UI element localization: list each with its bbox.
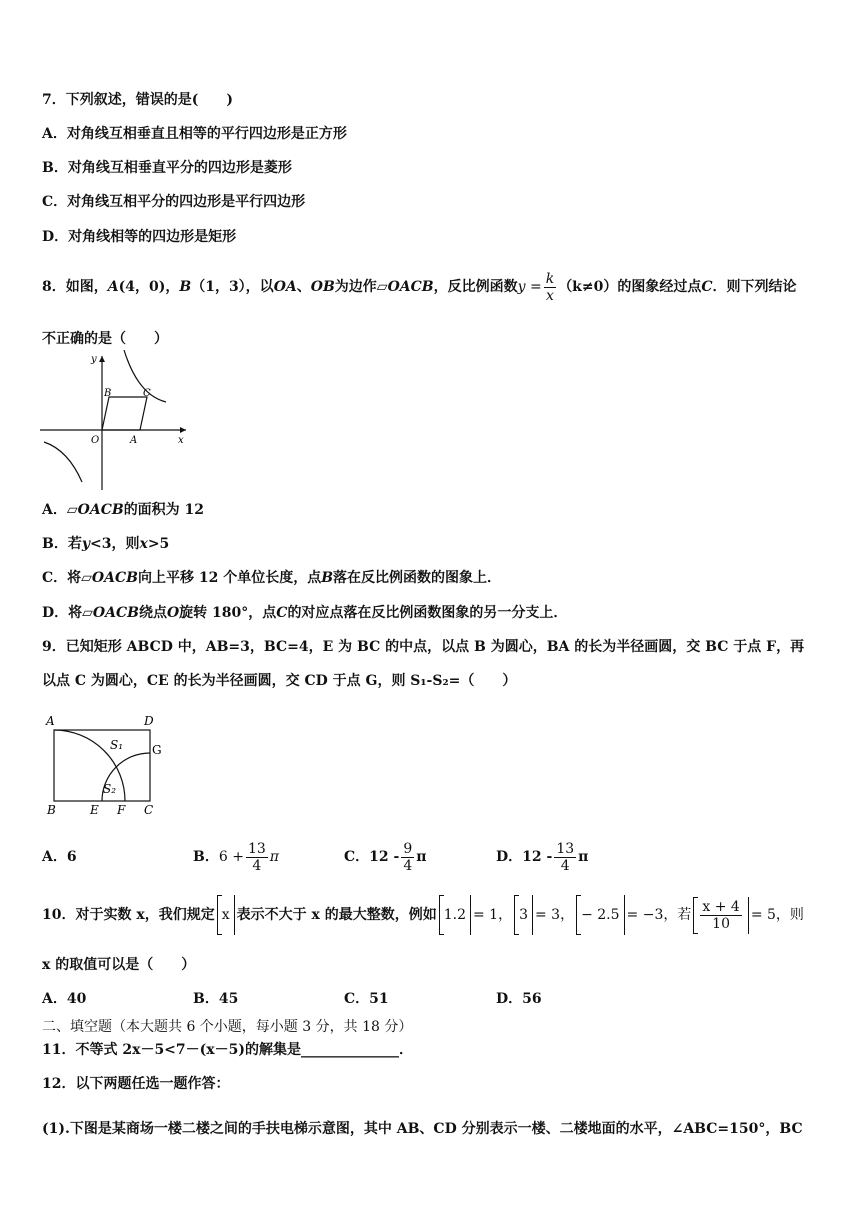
- q9-fig-d-label: D: [144, 714, 154, 728]
- q8-stem: 8．如图，A(4，0)，B（1，3），以OA、OB为边作▱OACB，反比例函数y = $\frac{k}{x}$ （k≠0）的图象经过点C．则下列结论: [42, 270, 797, 304]
- q8-figure: [38, 350, 193, 495]
- q10-option-a: A．40: [42, 991, 87, 1007]
- q7-option-b: B．对角线互相垂直平分的四边形是菱形: [42, 160, 292, 176]
- q10-option-d: D．56: [496, 991, 542, 1007]
- q9-stem-line1: 9．已知矩形 ABCD 中，AB=3，BC=4，E 为 BC 的中点，以点 B 为圆心，BA 的长为半径画圆，交 BC 于点 F，再: [42, 639, 805, 655]
- q8-stem-line2: 不正确的是（ ）: [42, 331, 168, 347]
- q10-stem: 10．对于实数 x，我们规定 x 表示不大于 x 的最大整数，例如 1.2 = 1， 3 = 3， − 2.5 = −3，若 $\frac{x + 4}{10}$ = 5，则: [42, 895, 804, 935]
- q11-stem: 11．不等式 2x－5<7－(x－5)的解集是______________．: [42, 1042, 413, 1058]
- q7-stem: 7．下列叙述，错误的是( ): [42, 92, 233, 108]
- floor-bracket: x: [217, 895, 235, 935]
- q8-fraction: $\frac{k}{x}$: [545, 270, 555, 304]
- q9-stem-line2: 以点 C 为圆心，CE 的长为半径画圆，交 CD 于点 G，则 S₁-S₂=（ ）: [42, 673, 517, 689]
- q9-fig-g-label: G: [152, 743, 162, 757]
- q9-figure: [42, 712, 172, 822]
- q10-stem-line2: x 的取值可以是（ ）: [42, 957, 196, 973]
- q7-option-d: D．对角线相等的四边形是矩形: [42, 229, 237, 245]
- q10-option-c: C．51: [344, 991, 389, 1007]
- q8-option-c: C．将▱OACB向上平移 12 个单位长度，点B落在反比例函数的图象上．: [42, 570, 502, 586]
- q12-part1: (1).下图是某商场一楼二楼之间的手扶电梯示意图，其中 AB、CD 分别表示一楼、二楼地面的水平，∠ABC=150°，BC: [42, 1121, 803, 1137]
- q8-fig-b-label: B: [104, 388, 112, 399]
- q12-stem: 12．以下两题任选一题作答：: [42, 1076, 230, 1092]
- q9-option-b: B．6 + $\frac{13}{4}$ π: [193, 840, 279, 874]
- q9-fig-b-label: B: [47, 803, 56, 817]
- q8-fig-a-label: A: [130, 435, 138, 446]
- q9-fig-s1-label: S₁: [110, 738, 124, 752]
- q8-fig-x-label: x: [178, 435, 184, 446]
- q9-fig-f-label: F: [117, 803, 126, 817]
- section-heading-fill-in: 二、填空题（本大题共 6 个小题，每小题 3 分，共 18 分）: [42, 1019, 413, 1035]
- q9-fig-c-label: C: [144, 803, 154, 817]
- q9-fig-a-label: A: [46, 714, 55, 728]
- q8-option-b: B．若y<3，则x>5: [42, 536, 170, 552]
- q8-option-d: D．将▱OACB绕点O旋转 180°，点C的对应点落在反比例函数图象的另一分支上．: [42, 605, 568, 621]
- q9-option-a: A．6: [42, 849, 77, 865]
- q9-option-c: C．12 - $\frac{9}{4}$ π: [344, 840, 427, 874]
- q7-option-a: A．对角线互相垂直且相等的平行四边形是正方形: [42, 126, 347, 142]
- q8-fig-y-label: y: [91, 354, 97, 365]
- q9-fig-s2-label: S₂: [103, 782, 117, 796]
- q8-option-a: A．▱OACB的面积为 12: [42, 502, 205, 518]
- q9-option-d: D．12 - $\frac{13}{4}$ π: [496, 840, 589, 874]
- q7-option-c: C．对角线互相平分的四边形是平行四边形: [42, 194, 306, 210]
- q10-option-b: B．45: [193, 991, 239, 1007]
- q8-fig-c-label: C: [143, 388, 151, 399]
- q8-fig-o-label: O: [91, 435, 100, 446]
- q9-fig-e-label: E: [90, 803, 99, 817]
